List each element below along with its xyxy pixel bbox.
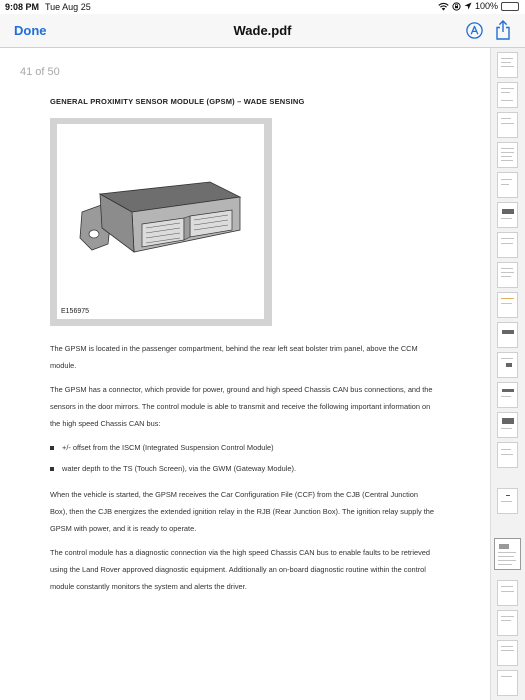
text-line: The GPSM is located in the passenger compartment, behind the rear left seat bolster trim panel, above the CCM: [50, 344, 418, 353]
markup-icon[interactable]: [466, 22, 483, 39]
page-thumbnail[interactable]: [497, 232, 518, 258]
page-thumbnail[interactable]: [497, 292, 518, 318]
paragraph-connector: [50, 381, 486, 432]
status-bar: [0, 0, 525, 14]
page-thumbnail[interactable]: [497, 142, 518, 168]
page-thumbnail[interactable]: [497, 112, 518, 138]
battery-icon: [501, 2, 519, 11]
navigation-bar: [0, 14, 525, 48]
page-thumbnail[interactable]: [497, 488, 518, 514]
page-thumbnail[interactable]: [497, 262, 518, 288]
text-line: module constantly monitors the system and alerts the driver.: [50, 582, 247, 591]
document-title: Wade.pdf: [233, 23, 292, 38]
done-button[interactable]: Done: [14, 23, 47, 38]
page-thumbnail[interactable]: [497, 640, 518, 666]
share-icon[interactable]: [495, 20, 511, 40]
status-indicators: [438, 1, 519, 11]
page-thumbnail[interactable]: [497, 352, 518, 378]
page-thumbnail-strip[interactable]: [490, 48, 525, 700]
text-line: sensors in the door mirrors. The control module is able to transmit and receive the following important information on: [50, 402, 431, 411]
module-figure: [50, 118, 272, 326]
page-thumbnail[interactable]: [497, 670, 518, 696]
text-line: GPSM with power, and it is ready to operate.: [50, 524, 197, 533]
text-line: The GPSM has a connector, which provide for power, ground and high speed Chassis CAN bus connections, and the: [50, 385, 433, 394]
figure-caption: E156975: [61, 308, 90, 315]
status-time: 9:08 PM: [5, 2, 40, 12]
bullet-text: +/- offset from the ISCM (Integrated Suspension Control Module): [62, 443, 274, 452]
paragraph-diagnostics: [50, 544, 486, 595]
paragraph-location: [50, 340, 486, 374]
page-thumbnail[interactable]: [497, 322, 518, 348]
page-thumbnail[interactable]: [497, 382, 518, 408]
page-thumbnail[interactable]: [497, 82, 518, 108]
bullet-item: [50, 464, 296, 473]
page-thumbnail[interactable]: [497, 202, 518, 228]
section-heading: GENERAL PROXIMITY SENSOR MODULE (GPSM) – WADE SENSING: [50, 97, 305, 106]
page-thumbnail[interactable]: [497, 52, 518, 78]
bullet-marker: [50, 446, 54, 450]
location-icon: [464, 2, 472, 10]
lock-rotation-icon: [452, 2, 461, 11]
page-indicator: 41 of 50: [20, 66, 60, 78]
page-thumbnail[interactable]: [497, 172, 518, 198]
text-line: using the Land Rover approved diagnostic equipment. Additionally an on-board diagnostic routine within the control: [50, 565, 426, 574]
status-date: Tue Aug 25: [45, 2, 91, 12]
paragraph-startup: [50, 486, 486, 537]
pdf-page-view[interactable]: [0, 48, 490, 700]
bullet-item: [50, 443, 274, 452]
page-thumbnail[interactable]: [497, 412, 518, 438]
text-line: the high speed Chassis CAN bus:: [50, 419, 161, 428]
gpsm-module-illustration: [72, 152, 247, 267]
text-line: The control module has a diagnostic connection via the high speed Chassis CAN bus to enable faults to be retrieved: [50, 548, 431, 557]
page-thumbnail[interactable]: [497, 442, 518, 468]
page-thumbnail-current[interactable]: [494, 538, 521, 570]
wifi-icon: [438, 2, 449, 11]
battery-percent: 100%: [474, 1, 498, 11]
text-line: Box), then the CJB energizes the extended ignition relay in the RJB (Rear Junction Box). The ignition relay supply the: [50, 507, 434, 516]
page-thumbnail[interactable]: [497, 580, 518, 606]
bullet-text: water depth to the TS (Touch Screen), via the GWM (Gateway Module).: [62, 464, 296, 473]
text-line: When the vehicle is started, the GPSM receives the Car Configuration File (CCF) from the CJB (Central Junction: [50, 490, 419, 499]
page-thumbnail[interactable]: [497, 610, 518, 636]
bullet-marker: [50, 467, 54, 471]
text-line: module.: [50, 361, 77, 370]
